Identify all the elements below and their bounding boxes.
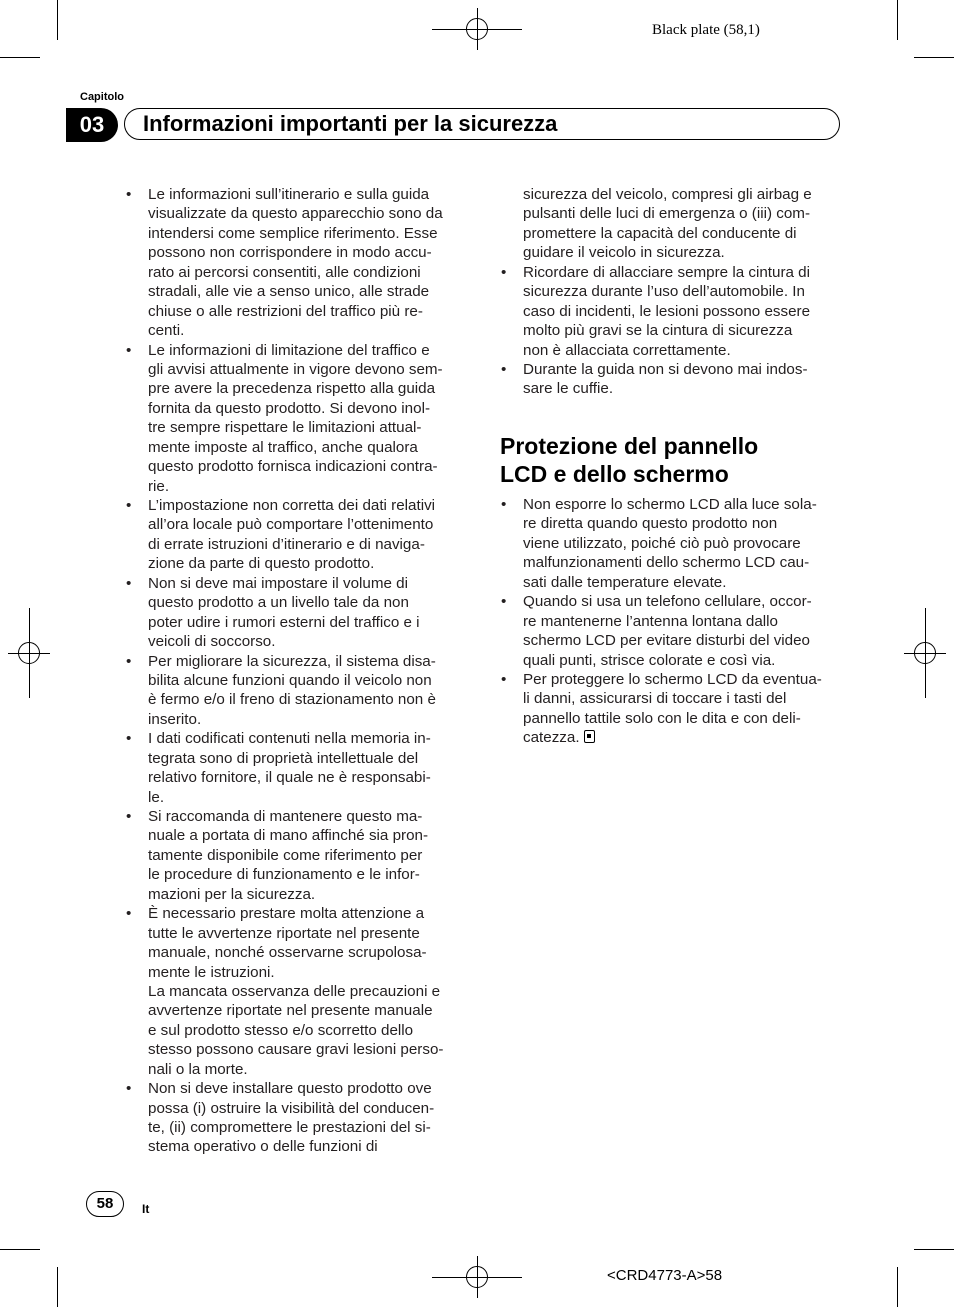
chapter-title: Informazioni importanti per la sicurezza: [143, 111, 558, 136]
bullet-icon: •: [501, 670, 507, 688]
crop-mark: [57, 0, 58, 40]
text-line: [523, 224, 812, 243]
text-line-content: Quando si usa un telefono cellulare, occor-: [523, 593, 812, 611]
text-line-content: rie.: [148, 477, 170, 495]
text-line: [148, 535, 443, 554]
text-line: [148, 690, 443, 709]
text-line: [148, 321, 443, 340]
text-line: [148, 1099, 443, 1118]
crop-mark: [897, 0, 898, 40]
text-line-content: di errate istruzioni d’itinerario e di naviga-: [148, 535, 425, 553]
text-line-content: nuale a portata di mano affinché sia pron-: [148, 827, 429, 845]
crop-mark: [914, 1249, 954, 1250]
text-line: [148, 865, 443, 884]
page-number: 58: [86, 1191, 124, 1217]
text-line: [148, 438, 443, 457]
text-line: [148, 360, 443, 379]
text-line-content: le.: [148, 788, 165, 806]
text-line-content: mazioni per la sicurezza.: [148, 885, 316, 903]
text-line-content: stesso possono causare gravi lesioni perso-: [148, 1041, 444, 1059]
text-line: [148, 1001, 443, 1020]
text-line-content: mente le istruzioni.: [148, 963, 275, 981]
text-line: [148, 846, 443, 865]
text-line-content: sicurezza del veicolo, compresi gli airbag e: [523, 186, 812, 203]
text-line: [148, 282, 443, 301]
text-line-content: chiuse o alle restrizioni del traffico più re-: [148, 302, 423, 320]
text-line-content: Le informazioni di limitazione del traffico e: [148, 341, 430, 359]
text-line-content: zione da parte di questo prodotto.: [148, 555, 375, 573]
text-line: [148, 515, 443, 534]
text-line: [148, 457, 443, 476]
text-line: [501, 670, 822, 689]
text-line: [148, 204, 443, 223]
text-line-content: visualizzate da questo apparecchio sono da: [148, 205, 443, 223]
end-of-section-icon: [584, 730, 595, 743]
bullet-icon: •: [501, 593, 507, 611]
bullet-icon: •: [126, 652, 132, 670]
crop-mark: [0, 57, 40, 58]
chapter-number: 03: [66, 108, 118, 142]
text-line-content: L’impostazione non corretta dei dati relativi: [148, 497, 436, 514]
text-line-content: fornita da questo prodotto. Si devono inol-: [148, 399, 430, 417]
text-line-content: viene utilizzato, poiché ciò può provocare: [523, 534, 801, 552]
text-line-content: avvertenze riportate nel presente manuale: [148, 1002, 433, 1020]
text-line: [126, 904, 443, 923]
text-line: [148, 399, 443, 418]
text-line: [501, 263, 812, 282]
text-line-content: tre sempre rispettare le limitazioni attual-: [148, 419, 422, 437]
plate-label: Black plate (58,1): [652, 22, 760, 38]
text-line: [523, 631, 822, 650]
chapter-label: Capitolo: [80, 91, 124, 103]
text-line-content: possono non corrispondere in modo accu-: [148, 244, 432, 262]
text-line-content: mente imposte al traffico, anche qualora: [148, 438, 418, 456]
text-line-content: questo prodotto a un livello tale da non: [148, 594, 409, 612]
bullet-icon: •: [126, 808, 132, 825]
text-line: [148, 671, 443, 690]
left-column: [126, 185, 444, 1157]
text-line-content: Non esporre lo schermo LCD alla luce sola-: [523, 496, 817, 513]
bullet-icon: •: [126, 1080, 132, 1098]
text-line-content: Non si deve mai impostare il volume di: [148, 574, 408, 592]
text-line-content: manuale, nonché osservarne scrupolosa-: [148, 944, 427, 962]
bullet-icon: •: [501, 263, 507, 281]
text-line: [523, 282, 812, 301]
text-line: [523, 573, 822, 592]
bullet-icon: •: [126, 574, 132, 592]
text-line-content: Per proteggere lo schermo LCD da eventua-: [523, 670, 822, 688]
text-line-content: schermo LCD per evitare disturbi del video: [523, 632, 811, 650]
text-line: [148, 554, 443, 573]
text-line-content: non è allacciata correttamente.: [523, 341, 731, 359]
text-line-content: rato ai percorsi consentiti, alle condizioni: [148, 263, 421, 281]
text-line: [148, 1137, 443, 1156]
text-line-content: te, (ii) compromettere le prestazioni del si-: [148, 1119, 431, 1136]
text-line: [523, 534, 822, 553]
text-line-content: tamente disponibile come riferimento per: [148, 846, 423, 864]
bullet-icon: •: [126, 730, 132, 748]
text-line: [148, 593, 443, 612]
text-line: [148, 1040, 443, 1059]
text-line-content: poter udire i rumori esterni del traffico e i: [148, 613, 420, 631]
text-line-content: tegrata sono di proprietà intellettuale del: [148, 749, 419, 767]
bullet-icon: •: [126, 497, 132, 514]
text-line-content: nali o la morte.: [148, 1060, 248, 1078]
text-line-content: Le informazioni sull’itinerario e sulla guida: [148, 186, 430, 203]
text-line: [523, 321, 812, 340]
text-line-content: sicurezza durante l’uso dell’automobile. In: [523, 283, 805, 301]
text-line-content: re diretta quando questo prodotto non: [523, 515, 778, 533]
text-line-content: Per migliorare la sicurezza, il sistema disa-: [148, 652, 436, 670]
text-line: [148, 379, 443, 398]
text-line: [148, 943, 443, 962]
text-line: [523, 185, 812, 204]
text-line: [126, 341, 443, 360]
text-line: [148, 924, 443, 943]
crop-mark: [0, 1249, 40, 1250]
text-line: [148, 302, 443, 321]
text-line-content: La mancata osservanza delle precauzioni e: [148, 982, 441, 1000]
text-line-content: I dati codificati contenuti nella memoria in-: [148, 730, 431, 748]
right-column-top: [501, 185, 812, 399]
text-line: [501, 495, 822, 514]
text-line: [523, 689, 822, 708]
text-line: [523, 204, 812, 223]
text-line-content: centi.: [148, 322, 185, 340]
text-line: [126, 652, 443, 671]
right-column-bottom: [501, 495, 822, 748]
text-line-content: possa (i) ostruire la visibilità del conducen-: [148, 1099, 435, 1117]
text-line-content: questo prodotto fornisca indicazioni contra-: [148, 458, 438, 476]
text-line: [523, 514, 822, 533]
text-line: [148, 768, 443, 787]
text-line-content: all’ora locale può comportare l’ottenimento: [148, 516, 434, 534]
text-line: [148, 982, 443, 1001]
text-line-content: molto più gravi se la cintura di sicurezza: [523, 322, 793, 340]
section-title-line: LCD e dello schermo: [500, 461, 729, 487]
text-line-content: catezza.: [523, 729, 580, 747]
text-line: [523, 612, 822, 631]
text-line-content: e sul prodotto stesso e/o scorretto dello: [148, 1021, 414, 1039]
text-line-content: stema operativo o delle funzioni di: [148, 1138, 378, 1156]
text-line-content: promettere la capacità del conducente di: [523, 224, 797, 242]
text-line: [148, 632, 443, 651]
bullet-icon: •: [126, 905, 132, 923]
text-line-content: sati dalle temperature elevate.: [523, 573, 727, 591]
text-line: [126, 185, 443, 204]
crop-mark: [914, 57, 954, 58]
text-line-content: Non si deve installare questo prodotto ove: [148, 1080, 432, 1098]
text-line-content: stradali, alle vie a senso unico, alle strade: [148, 283, 430, 301]
document-code: <CRD4773-A>58: [607, 1267, 723, 1284]
text-line: [148, 1118, 443, 1137]
text-line-content: pulsanti delle luci di emergenza o (iii) com-: [523, 205, 810, 223]
text-line-content: gli avvisi attualmente in vigore devono sem-: [148, 360, 443, 378]
text-line-content: Durante la guida non si devono mai indos-: [523, 360, 808, 378]
text-line-content: inserito.: [148, 710, 202, 728]
crop-mark: [897, 1267, 898, 1307]
text-line-content: è fermo e/o il freno di stazionamento non è: [148, 691, 436, 709]
text-line-content: Ricordare di allacciare sempre la cintura di: [523, 263, 810, 281]
text-line: [523, 651, 822, 670]
language-code: It: [142, 1202, 150, 1216]
text-line-content: re mantenerne l’antenna lontana dallo: [523, 612, 778, 630]
text-line: [523, 379, 812, 398]
text-line-content: relativo fornitore, il quale ne è responsabi-: [148, 769, 431, 787]
crop-mark: [57, 1267, 58, 1307]
text-line: [126, 729, 443, 748]
text-line: [501, 592, 822, 611]
text-line: [148, 710, 443, 729]
text-line: [126, 574, 443, 593]
text-line: [126, 1079, 443, 1098]
text-line-content: le procedure di funzionamento e le infor-: [148, 866, 420, 884]
text-line: [126, 807, 443, 826]
text-line: [501, 360, 812, 379]
text-line-content: È necessario prestare molta attenzione a: [148, 905, 425, 923]
text-line: [148, 418, 443, 437]
text-line: [148, 263, 443, 282]
text-line-content: bilita alcune funzioni quando il veicolo non: [148, 671, 432, 689]
text-line: [148, 788, 443, 807]
text-line-content: sare le cuffie.: [523, 380, 614, 398]
text-line-content: Si raccomanda di mantenere questo ma-: [148, 808, 423, 825]
text-line: [148, 477, 443, 496]
text-line: [148, 224, 443, 243]
text-line-content: veicoli di soccorso.: [148, 633, 276, 651]
text-line: [523, 302, 812, 321]
text-line-content: malfunzionamenti dello schermo LCD cau-: [523, 554, 810, 572]
text-line: [523, 553, 822, 572]
text-line-content: quali punti, strisce colorate e così via.: [523, 651, 776, 669]
text-line-content: pre avere la precedenza rispetto alla guida: [148, 380, 436, 398]
text-line: [148, 826, 443, 845]
text-line: [148, 243, 443, 262]
bullet-icon: •: [501, 496, 507, 513]
text-line: [523, 709, 822, 728]
bullet-icon: •: [126, 186, 132, 203]
text-line: [148, 749, 443, 768]
text-line: [148, 1021, 443, 1040]
section-title: [500, 432, 758, 488]
text-line: [126, 496, 443, 515]
text-line: [523, 243, 812, 262]
text-line: [523, 728, 822, 747]
text-line: [523, 341, 812, 360]
section-title-line: Protezione del pannello: [500, 433, 759, 459]
text-line-content: guidare il veicolo in sicurezza.: [523, 244, 725, 262]
text-line-content: caso di incidenti, le lesioni possono essere: [523, 302, 811, 320]
text-line-content: li danni, assicurarsi di toccare i tasti del: [523, 690, 787, 708]
text-line: [148, 885, 443, 904]
text-line-content: intendersi come semplice riferimento. Esse: [148, 224, 438, 242]
text-line-content: pannello tattile solo con le dita e con deli-: [523, 709, 801, 727]
text-line: [148, 963, 443, 982]
text-line-content: tutte le avvertenze riportate nel presente: [148, 924, 420, 942]
bullet-icon: •: [126, 341, 132, 359]
bullet-icon: •: [501, 360, 507, 378]
text-line: [148, 1060, 443, 1079]
text-line: [148, 613, 443, 632]
